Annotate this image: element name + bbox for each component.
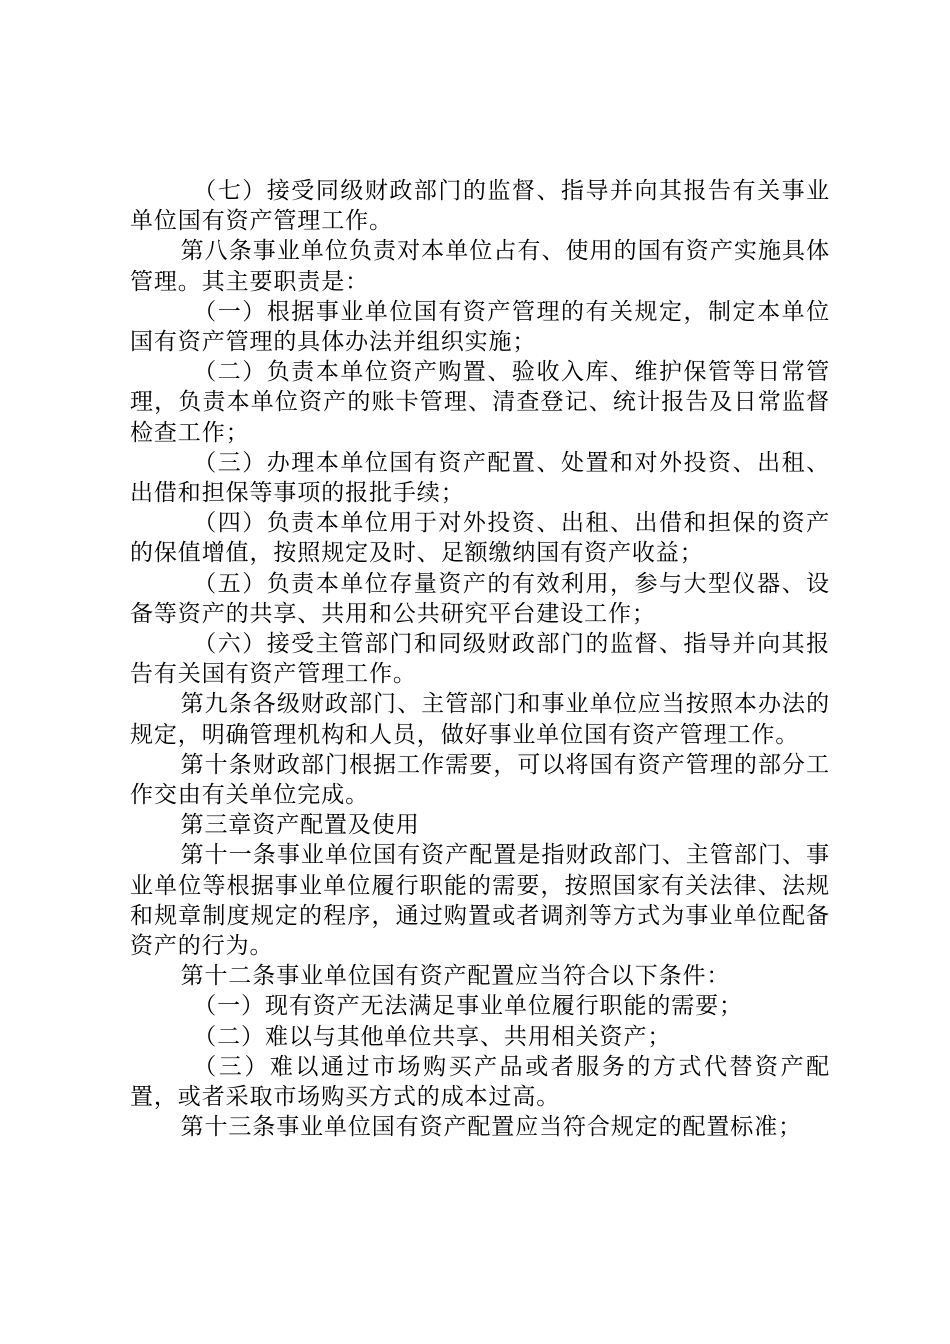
paragraph-item-4: （四）负责本单位用于对外投资、出租、出借和担保的资产的保值增值，按照规定及时、足额缴纳国有资产收益； — [130, 510, 830, 567]
paragraph-article-10: 第十条财政部门根据工作需要，可以将国有资产管理的部分工作交由有关单位完成。 — [130, 751, 830, 809]
paragraph-article-12: 第十二条事业单位国有资产配置应当符合以下条件： — [180, 963, 731, 990]
paragraph-item-1: （一）根据事业单位国有资产管理的有关规定，制定本单位国有资产管理的具体办法并组织实施； — [130, 298, 830, 356]
paragraph-condition-1: （一）现有资产无法满足事业单位履行职能的需要； — [193, 993, 743, 1020]
document-body — [130, 176, 830, 1143]
paragraph-item-7: （七）接受同级财政部门的监督、指导并向其报告有关事业单位国有资产管理工作。 — [130, 178, 830, 235]
paragraph-article-8: 第八条事业单位负责对本单位占有、使用的国有资产实施具体管理。其主要职责是： — [130, 238, 830, 295]
paragraph-condition-2: （二）难以与其他单位共享、共用相关资产； — [193, 1023, 672, 1050]
paragraph-condition-3: （三）难以通过市场购买产品或者服务的方式代替资产配置，或者采取市场购买方式的成本过高。 — [130, 1053, 830, 1111]
paragraph-item-2: （二）负责本单位资产购置、验收入库、维护保管等日常管理，负责本单位资产的账卡管理、清查登记、统计报告及日常监督检查工作； — [130, 359, 830, 446]
paragraph-article-13: 第十三条事业单位国有资产配置应当符合规定的配置标准； — [180, 1114, 802, 1141]
paragraph-item-6: （六）接受主管部门和同级财政部门的监督、指导并向其报告有关国有资产管理工作。 — [130, 631, 830, 688]
paragraph-item-5: （五）负责本单位存量资产的有效利用，参与大型仪器、设备等资产的共享、共用和公共研究平台建设工作； — [130, 570, 830, 627]
paragraph-article-9: 第九条各级财政部门、主管部门和事业单位应当按照本办法的规定，明确管理机构和人员，做好事业单位国有资产管理工作。 — [130, 691, 830, 748]
chapter-heading-3: 第三章资产配置及使用 — [180, 812, 420, 839]
paragraph-item-3: （三）办理本单位国有资产配置、处置和对外投资、出租、出借和担保等事项的报批手续； — [130, 449, 830, 507]
paragraph-article-11: 第十一条事业单位国有资产配置是指财政部门、主管部门、事业单位等根据事业单位履行职能的需要，按照国家有关法律、法规和规章制度规定的程序，通过购置或者调剂等方式为事业单位配备资产的行为。 — [130, 842, 830, 960]
